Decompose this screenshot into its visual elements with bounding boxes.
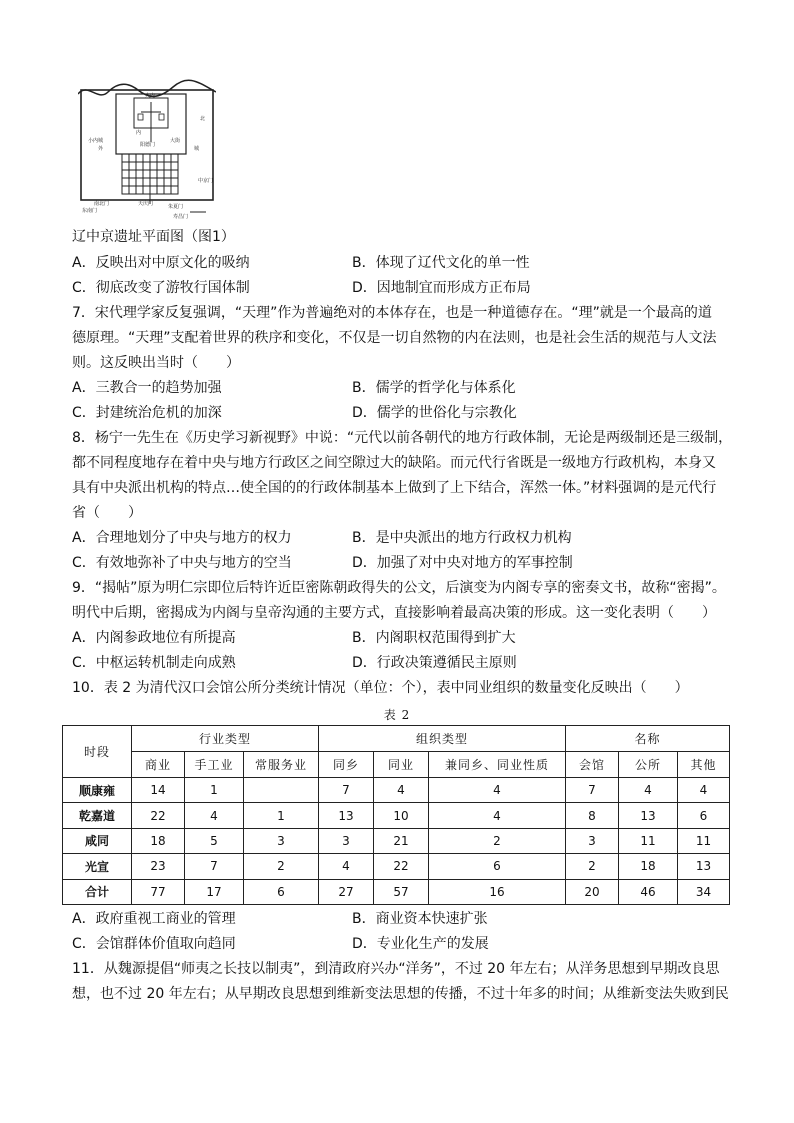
svg-text:阳德门: 阳德门 bbox=[140, 142, 156, 148]
table-row bbox=[63, 854, 730, 879]
table-cell: 14 bbox=[132, 778, 185, 803]
table-cell: 顺康雍 bbox=[63, 778, 132, 803]
subheader-same-trade: 同业 bbox=[374, 752, 429, 778]
table-cell: 18 bbox=[619, 854, 678, 879]
subheader-both: 兼同乡、同业性质 bbox=[429, 752, 566, 778]
table-cell: 20 bbox=[566, 879, 619, 904]
svg-text:小内城: 小内城 bbox=[88, 138, 104, 144]
table-cell bbox=[244, 778, 319, 803]
q7-stem-line-2: 德原理。“天理”支配着世界的秩序和变化，不仅是一切自然物的内在法则，也是社会生活的规范与人文法 bbox=[72, 330, 717, 346]
subheader-handicraft: 手工业 bbox=[185, 752, 244, 778]
table-cell: 27 bbox=[319, 879, 374, 904]
table-cell: 咸同 bbox=[63, 828, 132, 853]
svg-text:城: 城 bbox=[194, 146, 200, 152]
table-cell: 1 bbox=[244, 803, 319, 828]
group-header-name: 名称 bbox=[566, 726, 730, 752]
q8-option-d[interactable]: D．加强了对中央对地方的军事控制 bbox=[352, 555, 573, 571]
q8-option-c[interactable]: C．有效地弥补了中央与地方的空当 bbox=[72, 555, 292, 571]
table-cell: 46 bbox=[619, 879, 678, 904]
q7-option-b[interactable]: B．儒学的哲学化与体系化 bbox=[352, 380, 516, 396]
figure-caption: 辽中京遗址平面图（图1） bbox=[72, 229, 235, 245]
table-cell: 2 bbox=[566, 854, 619, 879]
table-cell: 2 bbox=[244, 854, 319, 879]
svg-text:南北门: 南北门 bbox=[94, 201, 110, 207]
table-cell: 18 bbox=[132, 828, 185, 853]
q9-option-b[interactable]: B．内阁职权范围得到扩大 bbox=[352, 630, 516, 646]
table-cell: 6 bbox=[429, 854, 566, 879]
subheader-gongsuo: 公所 bbox=[619, 752, 678, 778]
subheader-same-hometown: 同乡 bbox=[319, 752, 374, 778]
table-cell: 13 bbox=[319, 803, 374, 828]
table-cell: 7 bbox=[319, 778, 374, 803]
table-cell: 2 bbox=[429, 828, 566, 853]
svg-text:天庆门: 天庆门 bbox=[138, 201, 154, 207]
table-cell: 3 bbox=[566, 828, 619, 853]
q7-stem-line-3: 则。这反映出当时（ ） bbox=[72, 355, 240, 371]
table-cell: 77 bbox=[132, 879, 185, 904]
q7-stem-line-1: 7．宋代理学家反复强调，“天理”作为普遍绝对的本体存在，也是一种道德存在。“理”就是一个最高的道 bbox=[72, 305, 712, 321]
svg-text:外: 外 bbox=[98, 146, 104, 152]
table-row bbox=[63, 803, 730, 828]
q6-option-c[interactable]: C．彻底改变了游牧行国体制 bbox=[72, 280, 250, 296]
table-cell: 21 bbox=[374, 828, 429, 853]
svg-text:大街: 大街 bbox=[170, 138, 181, 144]
table-cell: 13 bbox=[619, 803, 678, 828]
q9-option-d[interactable]: D．行政决策遵循民主原则 bbox=[352, 655, 517, 671]
table-cell: 22 bbox=[132, 803, 185, 828]
table-cell: 4 bbox=[678, 778, 730, 803]
q9-stem-line-2: 明代中后期，密揭成为内阁与皇帝沟通的主要方式，直接影响着最高决策的形成。这一变化表明（ ） bbox=[72, 605, 716, 621]
table-cell: 4 bbox=[374, 778, 429, 803]
table-row-total bbox=[63, 879, 730, 904]
q9-stem-line-1: 9．“揭帖”原为明仁宗即位后特许近臣密陈朝政得失的公文，后演变为内阁专享的密奏文书，故称“密揭”。 bbox=[72, 580, 726, 596]
site-plan-drawing bbox=[78, 72, 216, 222]
q6-option-d[interactable]: D．因地制宜而形成方正布局 bbox=[352, 280, 531, 296]
q9-option-a[interactable]: A．内阁参政地位有所提高 bbox=[72, 630, 236, 646]
table-cell: 6 bbox=[244, 879, 319, 904]
table-cell: 6 bbox=[678, 803, 730, 828]
table-cell: 16 bbox=[429, 879, 566, 904]
table-cell: 7 bbox=[566, 778, 619, 803]
table-cell: 4 bbox=[429, 778, 566, 803]
svg-text:寿昌门: 寿昌门 bbox=[173, 214, 189, 220]
table-cell: 7 bbox=[185, 854, 244, 879]
table-header-row bbox=[63, 726, 730, 752]
svg-text:朱夏门: 朱夏门 bbox=[168, 204, 184, 210]
q10-stem-line-1: 10．表 2 为清代汉口会馆公所分类统计情况（单位：个），表中同业组织的数量变化反映出（ ） bbox=[72, 680, 689, 696]
table-cell: 1 bbox=[185, 778, 244, 803]
q7-option-c[interactable]: C．封建统治危机的加深 bbox=[72, 405, 222, 421]
q10-option-b[interactable]: B．商业资本快速扩张 bbox=[352, 911, 488, 927]
q11-stem-line-1: 11．从魏源提倡“师夷之长技以制夷”，到清政府兴办“洋务”，不过 20 年左右；从洋务思想到早期改良思 bbox=[72, 961, 720, 977]
period-header: 时段 bbox=[63, 726, 132, 778]
q7-option-d[interactable]: D．儒学的世俗化与宗教化 bbox=[352, 405, 517, 421]
table-cell: 5 bbox=[185, 828, 244, 853]
q10-option-c[interactable]: C．会馆群体价值取向趋同 bbox=[72, 936, 236, 952]
subheader-commerce: 商业 bbox=[132, 752, 185, 778]
subheader-huiguan: 会馆 bbox=[566, 752, 619, 778]
q6-option-b[interactable]: B．体现了辽代文化的单一性 bbox=[352, 255, 530, 271]
svg-text:内: 内 bbox=[136, 130, 142, 136]
table-cell: 4 bbox=[619, 778, 678, 803]
table-cell: 乾嘉道 bbox=[63, 803, 132, 828]
subheader-other: 其他 bbox=[678, 752, 730, 778]
table-cell: 3 bbox=[244, 828, 319, 853]
q8-option-a[interactable]: A．合理地划分了中央与地方的权力 bbox=[72, 530, 292, 546]
table-cell: 11 bbox=[678, 828, 730, 853]
svg-text:北: 北 bbox=[200, 116, 206, 122]
table-cell: 17 bbox=[185, 879, 244, 904]
q8-stem-line-1: 8．杨宁一先生在《历史学习新视野》中说：“元代以前各朝代的地方行政体制，无论是两级制还是三级制， bbox=[72, 430, 733, 446]
table-caption: 表 2 bbox=[383, 708, 411, 722]
q8-stem-line-3: 具有中央派出机构的特点…使全国的的行政体制基本上做到了上下结合，浑然一体。”材料强调的是元代行 bbox=[72, 480, 717, 496]
group-header-organization: 组织类型 bbox=[319, 726, 566, 752]
liao-zhongjing-map-figure bbox=[78, 72, 216, 222]
table-cell: 23 bbox=[132, 854, 185, 879]
table-cell: 22 bbox=[374, 854, 429, 879]
table-cell: 3 bbox=[319, 828, 374, 853]
svg-text:东南门: 东南门 bbox=[82, 208, 98, 214]
table-cell: 13 bbox=[678, 854, 730, 879]
table-cell: 4 bbox=[185, 803, 244, 828]
statistics-table bbox=[62, 725, 730, 905]
q10-option-d[interactable]: D．专业化生产的发展 bbox=[352, 936, 489, 952]
svg-text:中京门: 中京门 bbox=[198, 178, 214, 184]
table-subheader-row bbox=[63, 752, 730, 778]
q6-option-a[interactable]: A．反映出对中原文化的吸纳 bbox=[72, 255, 250, 271]
q10-option-a[interactable]: A．政府重视工商业的管理 bbox=[72, 911, 236, 927]
table-row bbox=[63, 828, 730, 853]
q8-option-b[interactable]: B．是中央派出的地方行政权力机构 bbox=[352, 530, 572, 546]
table-cell: 34 bbox=[678, 879, 730, 904]
q9-option-c[interactable]: C．中枢运转机制走向成熟 bbox=[72, 655, 236, 671]
table-cell: 合计 bbox=[63, 879, 132, 904]
q7-option-a[interactable]: A．三教合一的趋势加强 bbox=[72, 380, 222, 396]
table-cell: 11 bbox=[619, 828, 678, 853]
table-cell: 57 bbox=[374, 879, 429, 904]
table-row bbox=[63, 778, 730, 803]
table-cell: 光宣 bbox=[63, 854, 132, 879]
subheader-service: 常服务业 bbox=[244, 752, 319, 778]
table-cell: 4 bbox=[429, 803, 566, 828]
svg-text:大内: 大内 bbox=[145, 93, 156, 99]
q8-stem-line-2: 都不同程度地存在着中央与地方行政区之间空隙过大的缺陷。而元代行省既是一级地方行政机构，本身又 bbox=[72, 455, 716, 471]
table-cell: 8 bbox=[566, 803, 619, 828]
group-header-industry: 行业类型 bbox=[132, 726, 319, 752]
q11-stem-line-2: 想，也不过 20 年左右；从早期改良思想到维新变法思想的传播，不过十年多的时间；从维新变法失败到民 bbox=[72, 986, 729, 1002]
q8-stem-line-4: 省（ ） bbox=[72, 505, 142, 521]
table-cell: 4 bbox=[319, 854, 374, 879]
table-cell: 10 bbox=[374, 803, 429, 828]
